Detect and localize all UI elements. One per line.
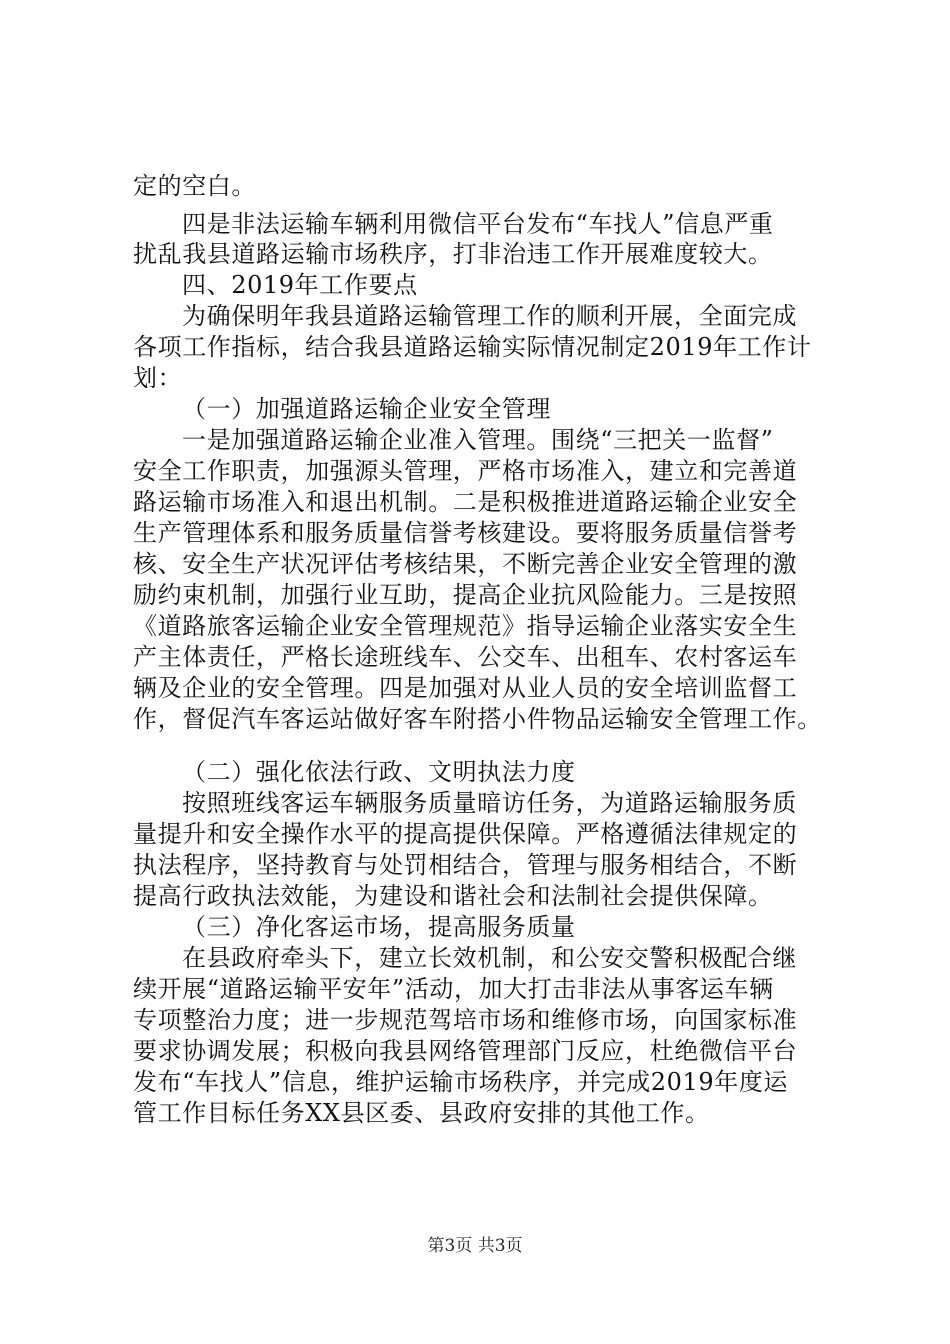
paragraph-line: 要求协调发展；积极向我县网络管理部门反应，杜绝微信平台 xyxy=(133,1037,798,1065)
paragraph-line: 作，督促汽车客运站做好客车附搭小件物品运输安全管理工作。 xyxy=(133,705,822,733)
paragraph-line: 提高行政执法效能，为建设和谐社会和法制社会提供保障。 xyxy=(133,882,773,910)
section-heading: （三）净化客运市场，提高服务质量 xyxy=(182,913,576,941)
paragraph-line: 在县政府牵头下，建立长效机制，和公安交警积极配合继 xyxy=(182,944,797,972)
paragraph-line: 专项整治力度；进一步规范驾培市场和维修市场，向国家标准 xyxy=(133,1006,798,1034)
paragraph-line: 各项工作指标，结合我县道路运输实际情况制定2019年工作计 xyxy=(133,333,812,361)
page-number: 第3页 共3页 xyxy=(427,1236,523,1256)
paragraph-line: 发布“车找人”信息，维护运输市场秩序，并完成2019年度运 xyxy=(133,1068,789,1096)
paragraph-line: 励约束机制，加强行业互助，提高企业抗风险能力。三是按照 xyxy=(133,581,798,609)
paragraph-line: 定的空白。 xyxy=(133,172,256,200)
section-heading: （二）强化依法行政、文明执法力度 xyxy=(182,758,576,786)
paragraph-line: 一是加强道路运输企业准入管理。围绕“三把关一监督” xyxy=(182,426,774,454)
paragraph-line: 产主体责任，严格长途班线车、公交车、出租车、农村客运车 xyxy=(133,643,798,671)
paragraph-line: 路运输市场准入和退出机制。二是积极推进道路运输企业安全 xyxy=(133,488,798,516)
paragraph-line: 为确保明年我县道路运输管理工作的顺利开展，全面完成 xyxy=(182,302,797,330)
paragraph-line: 生产管理体系和服务质量信誉考核建设。要将服务质量信誉考 xyxy=(133,519,798,547)
paragraph-line: 辆及企业的安全管理。四是加强对从业人员的安全培训监督工 xyxy=(133,674,798,702)
paragraph-line: 续开展“道路运输平安年”活动，加大打击非法从事客运车辆 xyxy=(133,975,774,1003)
section-heading: （一）加强道路运输企业安全管理 xyxy=(182,395,551,423)
paragraph-line: 执法程序，坚持教育与处罚相结合，管理与服务相结合，不断 xyxy=(133,851,798,879)
paragraph-line: 按照班线客运车辆服务质量暗访任务，为道路运输服务质 xyxy=(182,789,797,817)
paragraph-line: 量提升和安全操作水平的提高提供保障。严格遵循法律规定的 xyxy=(133,820,798,848)
paragraph-line: 安全工作职责，加强源头管理，严格市场准入，建立和完善道 xyxy=(133,457,798,485)
paragraph-line: 四是非法运输车辆利用微信平台发布“车找人”信息严重 xyxy=(182,210,774,238)
paragraph-line: 扰乱我县道路运输市场秩序，打非治违工作开展难度较大。 xyxy=(133,240,773,268)
section-heading: 四、2019年工作要点 xyxy=(182,271,418,299)
paragraph-line: 《道路旅客运输企业安全管理规范》指导运输企业落实安全生 xyxy=(133,612,798,640)
paragraph-line: 划： xyxy=(133,364,183,392)
paragraph-line: 管工作目标任务XX县区委、县政府安排的其他工作。 xyxy=(133,1099,710,1127)
paragraph-line: 核、安全生产状况评估考核结果，不断完善企业安全管理的激 xyxy=(133,550,798,578)
